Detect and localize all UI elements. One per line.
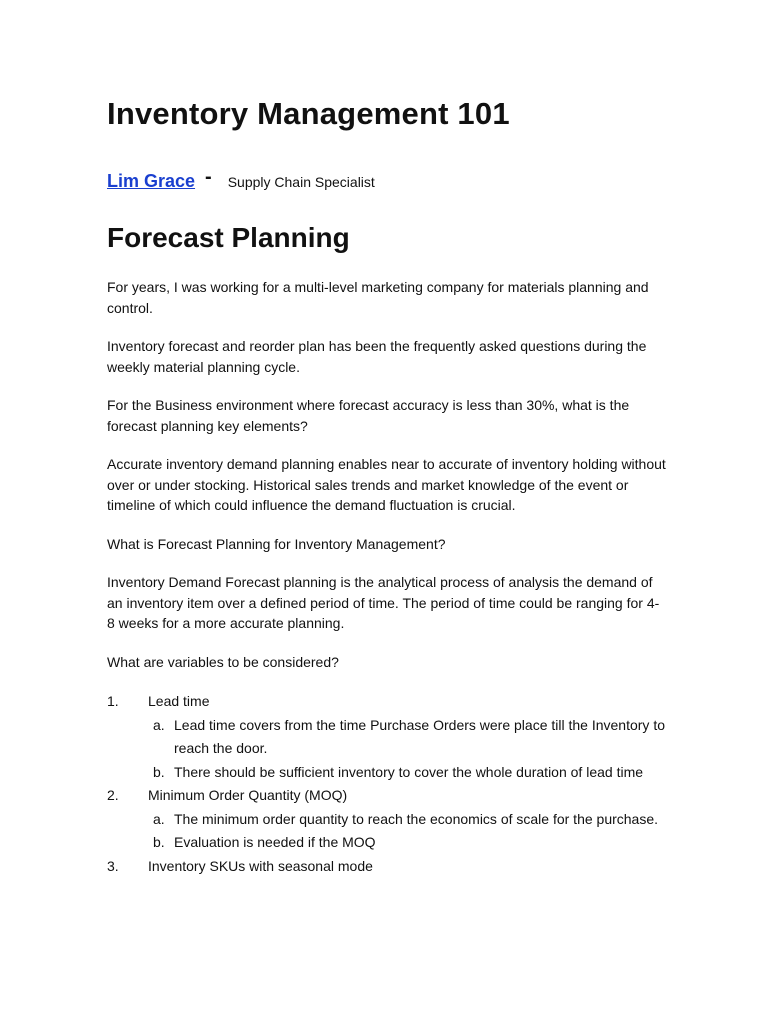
byline	[107, 166, 375, 193]
list-item-lead-time	[107, 690, 667, 784]
article-body	[107, 277, 667, 878]
list-item-label: Minimum Order Quantity (MOQ)	[148, 787, 348, 803]
paragraph-accurate-planning: Accurate inventory demand planning enables near to accurate of inventory holding without over or under stocking. Historical sales trends and market knowledge of the event or timeline of which could influence the demand fluctuation is crucial.	[107, 456, 666, 513]
paragraph-definition: Inventory Demand Forecast planning is the analytical process of analysis the demand of an inventory item over a defined period of time. The period of time could be ranging for 4-8 weeks for a more accurate planning.	[107, 574, 660, 631]
sublist	[148, 808, 667, 855]
sublist-item	[148, 714, 667, 761]
list-number: 2.	[107, 787, 119, 803]
paragraph-question-accuracy: For the Business environment where forecast accuracy is less than 30%, what is the forecast planning key elements?	[107, 397, 630, 434]
paragraph-intro: For years, I was working for a multi-level marketing company for materials planning and control.	[107, 279, 649, 316]
document-title: Inventory Management 101	[107, 96, 510, 131]
list-item-label: Inventory SKUs with seasonal mode	[148, 857, 373, 874]
sublist-letter: b.	[153, 763, 165, 780]
list-number: 3.	[107, 857, 119, 874]
sublist-text: The minimum order quantity to reach the economics of scale for the purchase.	[174, 810, 659, 827]
paragraph-question-variables: What are variables to be considered?	[107, 653, 339, 670]
paragraph-question-definition: What is Forecast Planning for Inventory Management?	[107, 535, 446, 552]
paragraph-faq: Inventory forecast and reorder plan has been the frequently asked questions during the weekly material planning cycle.	[107, 338, 647, 375]
sublist-text: There should be sufficient inventory to cover the whole duration of lead time	[174, 763, 644, 780]
sublist-text: Lead time covers from the time Purchase Orders were place till the Inventory to reach the door.	[174, 716, 665, 756]
list-item-seasonal-skus	[107, 855, 667, 879]
sublist-text: Evaluation is needed if the MOQ	[174, 834, 376, 850]
sublist-letter: b.	[153, 834, 165, 850]
sublist-item	[148, 831, 667, 855]
byline-separator: -	[205, 166, 212, 188]
sublist-letter: a.	[153, 810, 165, 827]
sublist-letter: a.	[153, 716, 165, 733]
list-item-label: Lead time	[148, 693, 210, 709]
author-role: Supply Chain Specialist	[227, 174, 375, 190]
sublist-item	[148, 808, 667, 832]
section-title: Forecast Planning	[107, 222, 350, 253]
sublist	[148, 714, 667, 785]
list-item-moq	[107, 784, 667, 855]
list-number: 1.	[107, 693, 119, 709]
variables-list	[107, 690, 667, 878]
sublist-item	[148, 761, 667, 785]
author-link[interactable]: Lim Grace	[107, 171, 196, 191]
